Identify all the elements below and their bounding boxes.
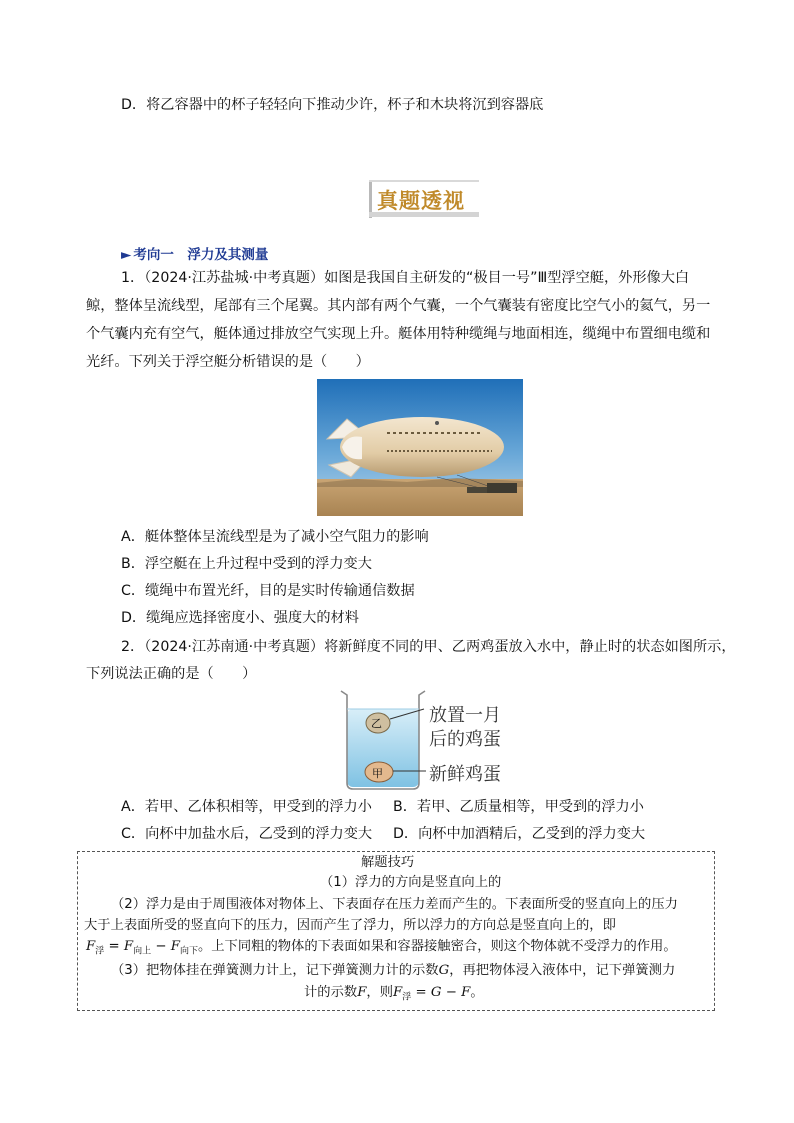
q1-line-1: 1．（2024·江苏盐城·中考真题）如图是我国自主研发的“极目一号”Ⅲ型浮空艇，外形像大白 [121,270,690,286]
q1-option-c: C．缆绳中布置光纤，目的是实时传输通信数据 [121,583,415,599]
q2-option-a: A．若甲、乙体积相等，甲受到的浮力小 [121,799,372,815]
q2-line-2: 下列说法正确的是（ ） [86,666,257,682]
q1-option-d: D．缆绳应选择密度小、强度大的材料 [121,610,359,626]
q2-option-d: D．向杯中加酒精后，乙受到的浮力变大 [393,826,646,842]
q1-option-a: A．艇体整体呈流线型是为了减小空气阻力的影响 [121,529,429,545]
egg-label-jia: 甲 [372,767,383,780]
tips-point-2-line-3: $F_浮 = F_{向上} - F_{向下}$。上下同粗的物体的下表面如果和容器接触密合，则这个物体就不受浮力的作用。 [86,939,677,957]
triangle-bullet-icon: ► [121,247,132,263]
q1-line-2: 鲸，整体呈流线型，尾部有三个尾翼。其内部有两个气囊，一个气囊装有密度比空气小的氦气，另一 [86,298,711,314]
q1-line-3: 个气囊内充有空气，艇体通过排放空气实现上升。艇体用特种缆绳与地面相连，缆绳中布置细电缆和 [86,326,711,342]
q2-line-1: 2．（2024·江苏南通·中考真题）将新鲜度不同的甲、乙两鸡蛋放入水中，静止时的状态如图所示， [121,639,736,655]
label-aged-egg-1: 放置一月 [429,705,501,726]
tips-point-3-line-1: （3）把物体挂在弹簧测力计上，记下弹簧测力计的示数G，再把物体浸入液体中，记下弹簧测力 [111,963,676,978]
tips-title: 解题技巧 [361,855,415,870]
tips-point-3-line-2: 计的示数F，则$F_浮 = G - F$。 [304,985,484,1003]
tips-point-2-line-1: （2）浮力是由于周围液体对物体上、下表面存在压力差而产生的。下表面所受的竖直向上的压力 [111,897,678,912]
previous-question-option-d: D．将乙容器中的杯子轻轻向下推动少许，杯子和木块将沉到容器底 [121,97,544,113]
egg-label-yi: 乙 [371,717,382,730]
eggs-in-beaker-figure [329,687,519,791]
section-heading-box [369,180,479,218]
tips-point-1: （1）浮力的方向是竖直向上的 [320,875,502,890]
q1-line-4: 光纤。下列关于浮空艇分析错误的是（ ） [86,354,370,370]
q2-option-c: C．向杯中加盐水后，乙受到的浮力变大 [121,826,373,842]
airship-photo [317,379,523,516]
topic-title: ► 考向一 浮力及其测量 [121,247,269,263]
tips-point-2-line-2: 大于上表面所受的竖直向下的压力，因而产生了浮力，所以浮力的方向总是竖直向上的，即 [84,918,616,933]
section-heading: 真题透视 [377,188,465,213]
q1-option-b: B．浮空艇在上升过程中受到的浮力变大 [121,556,372,572]
label-fresh-egg: 新鲜鸡蛋 [429,764,501,785]
label-aged-egg-2: 后的鸡蛋 [429,729,501,750]
q2-option-b: B．若甲、乙质量相等，甲受到的浮力小 [393,799,644,815]
solution-tips-box [77,851,715,1011]
